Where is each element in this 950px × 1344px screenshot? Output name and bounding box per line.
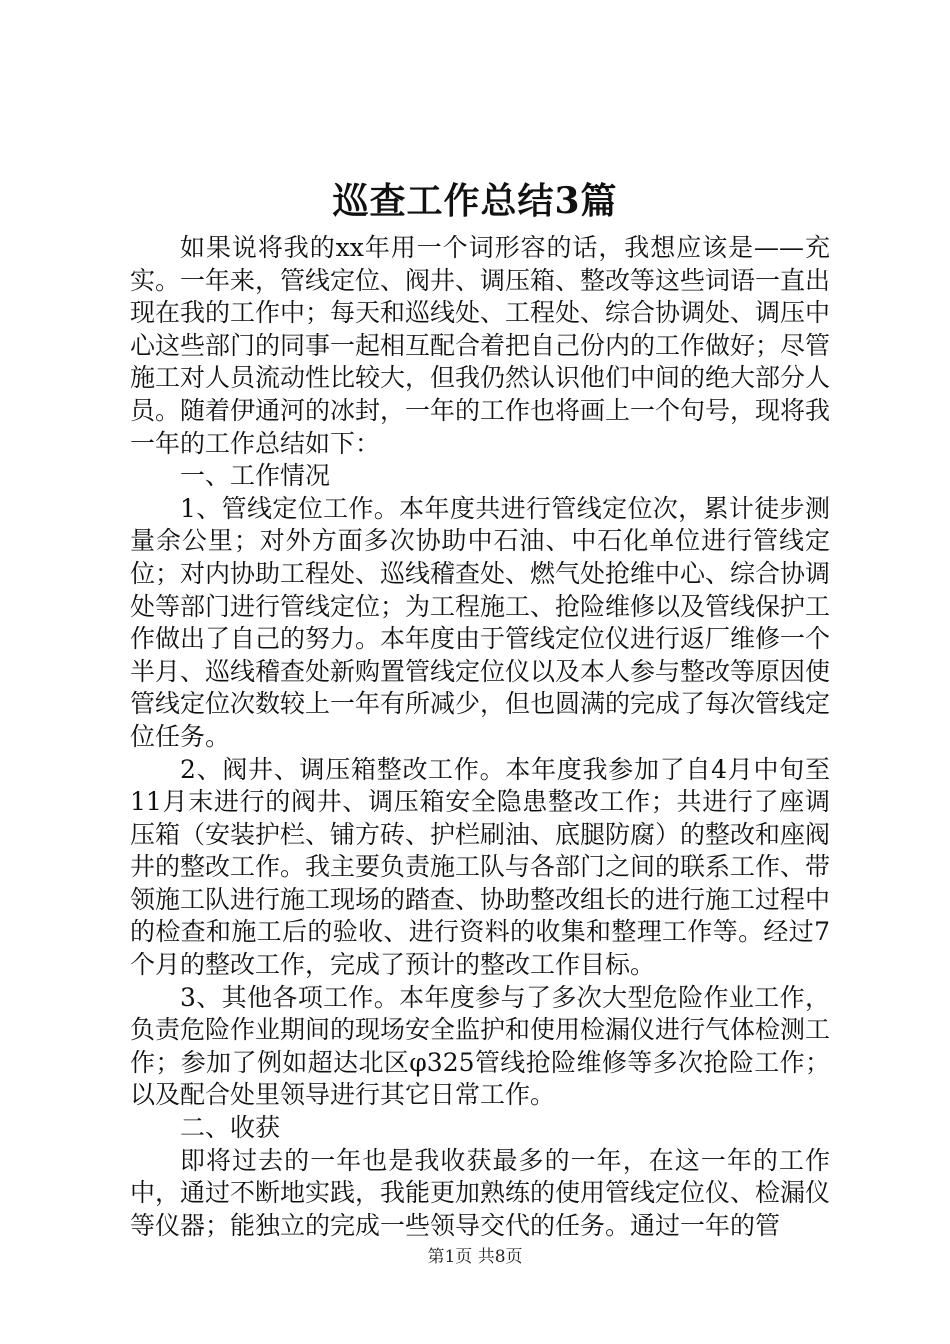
heading-gains: 二、收获 bbox=[180, 1113, 281, 1143]
paragraph-valve-rectification: 2、阀井、调压箱整改工作。本年度我参加了自4月中旬至11月末进行的阀井、调压箱安全隐患整改工作；共进行了座调压箱（安装护栏、铺方砖、护栏刷油、底腿防腐）的整改和座阀井的整改工作。我主要负责施工队与各部门之间的联系工作、带领施工队进行施工现场的踏查、协助整改组长的进行施工过程中的检查和施工后的验收、进行资料的收集和整理工作等。经过7个月的整改工作，完成了预计的整改工作目标。 bbox=[130, 754, 831, 980]
paragraph-pipeline-location: 1、管线定位工作。本年度共进行管线定位次，累计徒步测量余公里；对外方面多次协助中石油、中石化单位进行管线定位；对内协助工程处、巡线稽查处、燃气处抢维中心、综合协调处等部门进行管线定位；为工程施工、抢险维修以及管线保护工作做出了自己的努力。本年度由于管线定位仪进行返厂维修一个半月、巡线稽查处新购置管线定位仪以及本人参与整改等原因使管线定位次数较上一年有所减少，但也圆满的完成了每次管线定位任务。 bbox=[130, 493, 831, 751]
heading-work-situation: 一、工作情况 bbox=[180, 461, 331, 491]
paragraph-intro: 如果说将我的xx年用一个词形容的话，我想应该是——充实。一年来，管线定位、阀井、调压箱、整改等这些词语一直出现在我的工作中；每天和巡线处、工程处、综合协调处、调压中心这些部门的同事一起相互配合着把自己份内的工作做好；尽管施工对人员流动性比较大，但我仍然认识他们中间的绝大部分人员。随着伊通河的冰封，一年的工作也将画上一个句号，现将我一年的工作总结如下： bbox=[130, 233, 831, 458]
document-title: 巡查工作总结3篇 bbox=[332, 180, 618, 222]
document-body bbox=[130, 232, 830, 1242]
paragraph-other-work: 3、其他各项工作。本年度参与了多次大型危险作业工作，负责危险作业期间的现场安全监护和使用检漏仪进行气体检测工作；参加了例如超达北区φ325管线抢险维修等多次抢险工作；以及配合处里领导进行其它日常工作。 bbox=[130, 982, 831, 1110]
paragraph-gains: 即将过去的一年也是我收获最多的一年，在这一年的工作中，通过不断地实践，我能更加熟练的使用管线定位仪、检漏仪等仪器；能独立的完成一些领导交代的任务。通过一年的管 bbox=[130, 1145, 831, 1240]
page-footer: 第1页 共8页 bbox=[427, 1247, 523, 1267]
